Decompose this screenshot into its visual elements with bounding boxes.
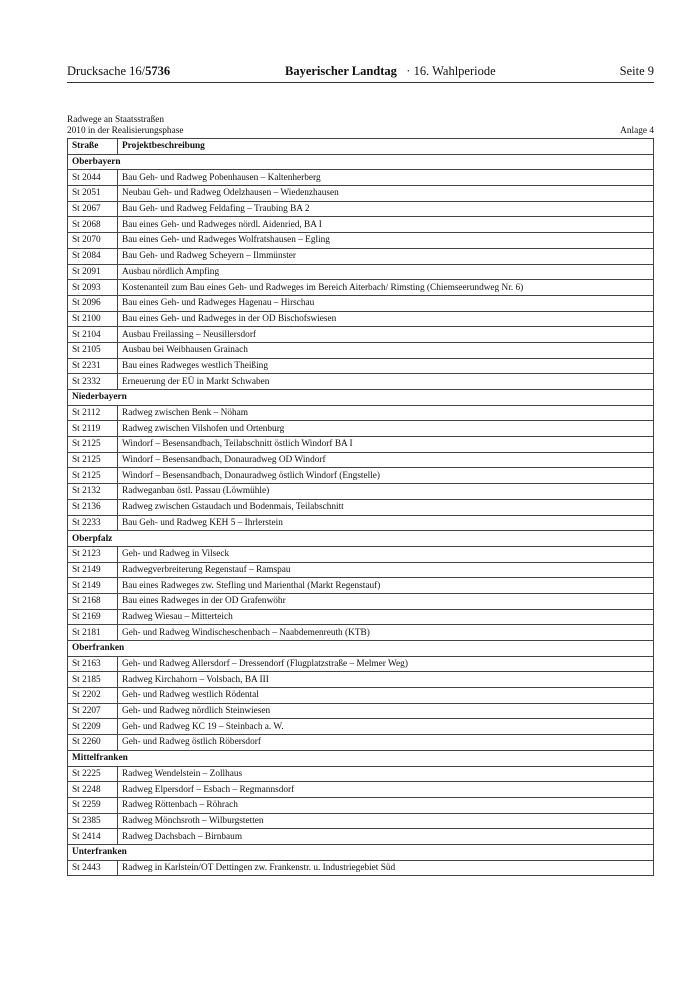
project-description: Radweg in Karlstein/OT Dettingen zw. Frankenstr. u. Industriegebiet Süd <box>118 860 654 876</box>
project-description: Bau eines Geh- und Radweges Hagenau – Hirschau <box>118 295 654 311</box>
road-number: St 2125 <box>68 468 118 484</box>
document-prefix: Drucksache 16/ <box>67 64 146 78</box>
table-row <box>68 766 654 782</box>
road-number: St 2149 <box>68 562 118 578</box>
road-number: St 2044 <box>68 170 118 186</box>
project-description: Geh- und Radweg nördlich Steinwiesen <box>118 703 654 719</box>
project-description: Geh- und Radweg in Vilseck <box>118 546 654 562</box>
road-number: St 2084 <box>68 248 118 264</box>
road-number: St 2136 <box>68 499 118 515</box>
table-row <box>68 719 654 735</box>
road-number: St 2225 <box>68 766 118 782</box>
project-description: Windorf – Besensandbach, Donauradweg östlich Windorf (Engstelle) <box>118 468 654 484</box>
table-row <box>68 468 654 484</box>
project-description: Geh- und Radweg KC 19 – Steinbach a. W. <box>118 719 654 735</box>
road-number: St 2123 <box>68 546 118 562</box>
road-number: St 2067 <box>68 201 118 217</box>
region-name: Oberpfalz <box>68 531 654 547</box>
project-description: Bau eines Radweges in der OD Grafenwöhr <box>118 593 654 609</box>
project-description: Bau eines Radweges zw. Stefling und Marienthal (Markt Regenstauf) <box>118 578 654 594</box>
road-number: St 2132 <box>68 484 118 500</box>
project-description: Ausbau bei Weibhausen Grainach <box>118 342 654 358</box>
table-row <box>68 688 654 704</box>
table-row <box>68 499 654 515</box>
road-number: St 2070 <box>68 233 118 249</box>
table-row <box>68 405 654 421</box>
road-number: St 2248 <box>68 782 118 798</box>
region-row <box>68 531 654 547</box>
region-name: Mittelfranken <box>68 750 654 766</box>
document-number <box>67 64 170 79</box>
project-description: Bau eines Geh- und Radweges Wolfratshausen – Egling <box>118 233 654 249</box>
project-description: Radweganbau östl. Passau (Löwmühle) <box>118 484 654 500</box>
project-description: Radweg zwischen Gstaudach und Bodenmais, Teilabschnitt <box>118 499 654 515</box>
table-row <box>68 342 654 358</box>
table-row <box>68 201 654 217</box>
region-row <box>68 750 654 766</box>
parliament-name: Bayerischer Landtag <box>285 64 397 78</box>
table-row <box>68 311 654 327</box>
caption-line-1: Radwege an Staatsstraßen <box>67 115 165 125</box>
table-row <box>68 546 654 562</box>
road-number: St 2185 <box>68 672 118 688</box>
table-row <box>68 374 654 390</box>
road-number: St 2096 <box>68 295 118 311</box>
table-row <box>68 515 654 531</box>
project-description: Neubau Geh- und Radweg Odelzhausen – Wiedenzhausen <box>118 186 654 202</box>
region-name: Oberfranken <box>68 641 654 657</box>
table-row <box>68 782 654 798</box>
table-row <box>68 672 654 688</box>
road-number: St 2100 <box>68 311 118 327</box>
table-header-row <box>68 139 654 155</box>
region-row <box>68 844 654 860</box>
table-row <box>68 233 654 249</box>
table-row <box>68 735 654 751</box>
project-description: Windorf – Besensandbach, Teilabschnitt östlich Windorf BA I <box>118 437 654 453</box>
annex-label: Anlage 4 <box>620 126 654 136</box>
table-row <box>68 797 654 813</box>
table-row <box>68 625 654 641</box>
project-description: Radweg Elpersdorf – Esbach – Regmannsdorf <box>118 782 654 798</box>
table-row <box>68 186 654 202</box>
road-number: St 2169 <box>68 609 118 625</box>
parliament-title <box>285 64 496 79</box>
road-number: St 2104 <box>68 327 118 343</box>
table-row <box>68 421 654 437</box>
project-description: Windorf – Besensandbach, Donauradweg OD Windorf <box>118 452 654 468</box>
road-number: St 2260 <box>68 735 118 751</box>
table-row <box>68 578 654 594</box>
project-description: Radweg zwischen Vilshofen und Ortenburg <box>118 421 654 437</box>
table-row <box>68 703 654 719</box>
project-description: Radweg Dachsbach – Birnbaum <box>118 829 654 845</box>
road-number: St 2181 <box>68 625 118 641</box>
road-number: St 2163 <box>68 656 118 672</box>
project-description: Radweg Röttenbach – Röhrach <box>118 797 654 813</box>
table-row <box>68 248 654 264</box>
region-row <box>68 154 654 170</box>
road-number: St 2119 <box>68 421 118 437</box>
table-row <box>68 609 654 625</box>
road-number: St 2332 <box>68 374 118 390</box>
road-number: St 2259 <box>68 797 118 813</box>
region-row <box>68 641 654 657</box>
project-description: Bau eines Geh- und Radweges nördl. Aidenried, BA I <box>118 217 654 233</box>
project-description: Ausbau nördlich Ampfing <box>118 264 654 280</box>
document-number-value: 5736 <box>145 64 171 78</box>
road-number: St 2125 <box>68 437 118 453</box>
table-row <box>68 656 654 672</box>
project-description: Bau Geh- und Radweg Feldafing – Traubing BA 2 <box>118 201 654 217</box>
table-row <box>68 170 654 186</box>
road-number: St 2385 <box>68 813 118 829</box>
project-description: Radweg Kirchahorn – Volsbach, BA III <box>118 672 654 688</box>
road-number: St 2231 <box>68 358 118 374</box>
road-number: St 2168 <box>68 593 118 609</box>
project-description: Radweg zwischen Benk – Nöham <box>118 405 654 421</box>
project-description: Ausbau Freilassing – Neusillersdorf <box>118 327 654 343</box>
table-row <box>68 327 654 343</box>
road-number: St 2051 <box>68 186 118 202</box>
table-row <box>68 217 654 233</box>
table-row <box>68 280 654 296</box>
project-description: Geh- und Radweg Allersdorf – Dressendorf (Flugplatzstraße – Melmer Weg) <box>118 656 654 672</box>
road-number: St 2093 <box>68 280 118 296</box>
road-number: St 2105 <box>68 342 118 358</box>
region-name: Unterfranken <box>68 844 654 860</box>
road-number: St 2149 <box>68 578 118 594</box>
project-description: Radweg Wendelstein – Zollhaus <box>118 766 654 782</box>
project-description: Radweg Wiesau – Mitterteich <box>118 609 654 625</box>
project-description: Kostenanteil zum Bau eines Geh- und Radweges im Bereich Aiterbach/ Rimsting (Chiemseerundweg Nr. 6) <box>118 280 654 296</box>
road-number: St 2091 <box>68 264 118 280</box>
road-number: St 2125 <box>68 452 118 468</box>
table-row <box>68 437 654 453</box>
project-description: Bau Geh- und Radweg Scheyern – Ilmmünster <box>118 248 654 264</box>
road-number: St 2207 <box>68 703 118 719</box>
table-row <box>68 452 654 468</box>
project-description: Radweg Mönchsroth – Wilburgstetten <box>118 813 654 829</box>
project-description: Bau Geh- und Radweg KEH 5 – Ihrlerstein <box>118 515 654 531</box>
project-description: Radwegverbreiterung Regenstauf – Ramspau <box>118 562 654 578</box>
cycle-path-table <box>67 138 654 876</box>
table-row <box>68 358 654 374</box>
region-name: Niederbayern <box>68 390 654 406</box>
region-row <box>68 390 654 406</box>
project-description: Geh- und Radweg westlich Rödental <box>118 688 654 704</box>
page-header <box>67 64 654 83</box>
project-description: Bau eines Radweges westlich Theißing <box>118 358 654 374</box>
region-name: Oberbayern <box>68 154 654 170</box>
table-caption <box>67 115 654 137</box>
road-number: St 2443 <box>68 860 118 876</box>
project-description: Geh- und Radweg Windischeschenbach – Naabdemenreuth (KTB) <box>118 625 654 641</box>
table-row <box>68 295 654 311</box>
legislative-period: · 16. Wahlperiode <box>406 64 496 78</box>
page-number: Seite 9 <box>619 64 654 78</box>
table-row <box>68 829 654 845</box>
road-number: St 2233 <box>68 515 118 531</box>
table-row <box>68 264 654 280</box>
road-number: St 2202 <box>68 688 118 704</box>
column-header-strasse: Straße <box>68 139 118 155</box>
road-number: St 2068 <box>68 217 118 233</box>
table-row <box>68 562 654 578</box>
project-description: Bau eines Geh- und Radweges in der OD Bischofswiesen <box>118 311 654 327</box>
table-row <box>68 813 654 829</box>
caption-line-2: 2010 in der Realisierungsphase <box>67 126 184 136</box>
table-body <box>68 154 654 876</box>
table-row <box>68 860 654 876</box>
table-row <box>68 593 654 609</box>
table-row <box>68 484 654 500</box>
road-number: St 2209 <box>68 719 118 735</box>
project-description: Bau Geh- und Radweg Pobenhausen – Kaltenherberg <box>118 170 654 186</box>
project-description: Erneuerung der EÜ in Markt Schwaben <box>118 374 654 390</box>
road-number: St 2112 <box>68 405 118 421</box>
road-number: St 2414 <box>68 829 118 845</box>
column-header-projektbeschreibung: Projektbeschreibung <box>118 139 654 155</box>
project-description: Geh- und Radweg östlich Röbersdorf <box>118 735 654 751</box>
